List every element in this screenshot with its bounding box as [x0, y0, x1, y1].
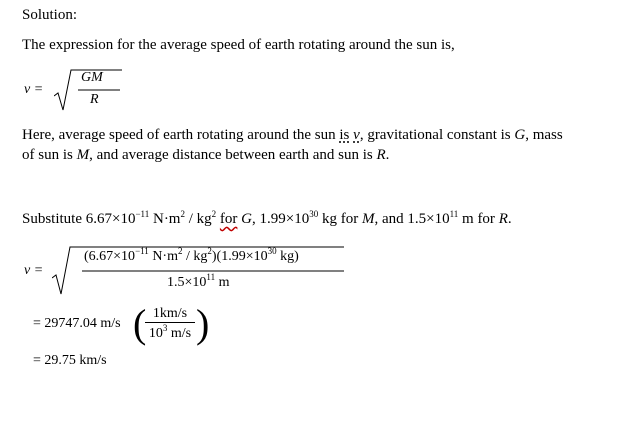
r-exponent: 11: [449, 209, 459, 219]
r-value: , and 1.5×10: [374, 211, 450, 227]
calc-num-part: )(1.99×10: [211, 249, 268, 264]
g-unit: / kg: [184, 211, 212, 227]
symbol-v: v: [353, 127, 360, 143]
symbol-G: G: [241, 211, 252, 227]
symbol-M: M: [361, 211, 375, 227]
conversion-step: [33, 301, 213, 348]
g-unit-exponent: 2: [211, 209, 217, 219]
right-paren: ): [196, 301, 210, 346]
for-word: for: [477, 211, 495, 227]
g-unit: N·m: [149, 211, 181, 227]
calc-num-part: N·m: [148, 249, 178, 264]
symbol-R: R: [376, 147, 386, 163]
step2-value: = 29747.04 m/s: [33, 316, 121, 331]
substitution-equation: [24, 244, 344, 296]
conversion-denominator: [145, 323, 195, 342]
calc-den-exp: 11: [206, 272, 216, 282]
for-word: for: [340, 211, 359, 227]
symbol-R: R: [498, 211, 508, 227]
calc-num-part: kg): [276, 249, 299, 264]
m-unit: kg: [318, 211, 337, 227]
calc-den-part: m: [215, 275, 230, 290]
intro-text: The expression for the average speed of earth rotating around the sun is,: [22, 37, 455, 53]
symbol-M: M: [76, 147, 90, 163]
solution-heading: Solution:: [22, 7, 78, 23]
formula-lhs: v =: [24, 82, 44, 97]
explanation-line-2: [22, 146, 389, 164]
explanation-is: is: [339, 127, 350, 143]
calc-num-exp: 2: [207, 246, 212, 256]
m-value: , 1.99×10: [252, 211, 310, 227]
conversion-numerator: 1km/s: [145, 306, 195, 323]
explanation-line-1: [22, 126, 563, 144]
substitute-word: Substitute: [22, 211, 83, 227]
formula-numerator: GM: [81, 70, 103, 85]
calc-num-exp: 2: [177, 246, 183, 256]
r-unit: m: [458, 211, 474, 227]
calc-den-part: 1.5×10: [167, 275, 207, 290]
calc-num-exp: −11: [135, 246, 149, 256]
explanation-text: of sun is: [22, 147, 77, 163]
g-value: 6.67×10: [85, 211, 136, 227]
explanation-text: , mass: [525, 127, 563, 143]
calc-lhs: v =: [24, 263, 44, 278]
conv-den-part: m/s: [167, 326, 192, 341]
substitute-line: [22, 210, 512, 228]
explanation-text: , gravitational constant is: [359, 127, 515, 143]
calc-num-part: / kg: [182, 249, 208, 264]
explanation-text: Here, average speed of earth rotating around the sun: [22, 127, 340, 143]
formula-denominator: R: [90, 92, 99, 107]
g-exponent: −11: [135, 209, 150, 219]
final-result: = 29.75 km/s: [33, 353, 107, 368]
conv-den-exp: 3: [162, 323, 168, 333]
calc-num-exp: 30: [267, 246, 277, 256]
g-unit-exponent: 2: [180, 209, 185, 219]
explanation-text: , and average distance between earth and sun is: [89, 147, 377, 163]
calc-num-part: (6.67×10: [84, 249, 136, 264]
symbol-G: G: [514, 127, 526, 143]
calc-numerator: [84, 246, 299, 265]
explanation-text: .: [385, 147, 390, 163]
calc-denominator: [167, 272, 230, 291]
period: .: [507, 211, 512, 227]
conv-den-part: 10: [148, 326, 163, 341]
m-exponent: 30: [309, 209, 319, 219]
left-paren: (: [133, 301, 147, 346]
for-word: for: [219, 211, 238, 227]
